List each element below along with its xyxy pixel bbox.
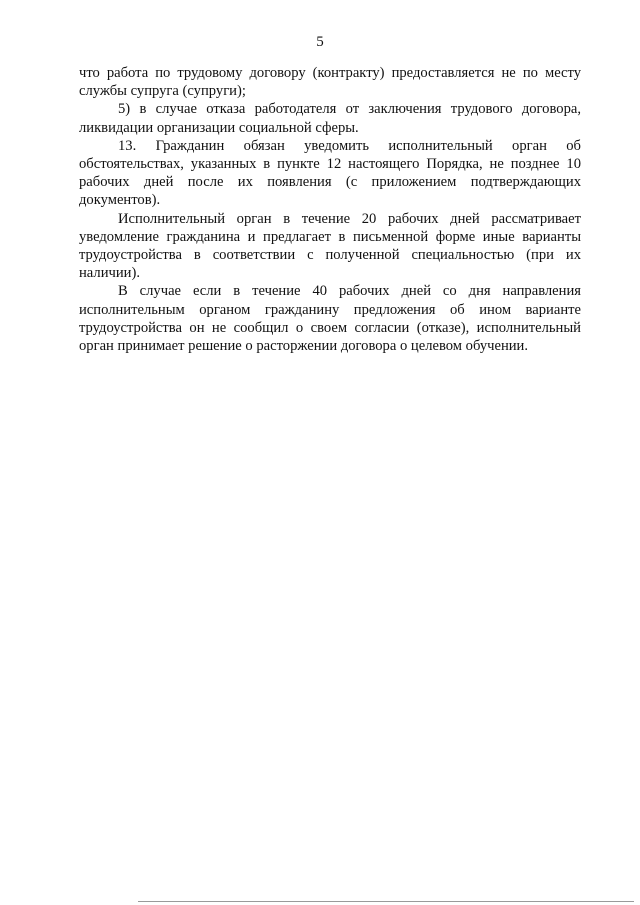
scan-edge-line (138, 901, 634, 902)
document-body (79, 64, 581, 355)
paragraph-item-5: 5) в случае отказа работодателя от заключения трудового договора, ликвидации организации социальной сферы. (79, 101, 581, 136)
page-number: 5 (316, 34, 324, 50)
paragraph-review-notice: Исполнительный орган в течение 20 рабочих дней рассматривает уведомление гражданина и предлагает в письменной форме иные варианты трудоустройства в соответствии с полученной специальностью (при их наличии). (79, 210, 581, 282)
paragraph-contract-termination: В случае если в течение 40 рабочих дней со дня направления исполнительным органом гражданину предложения об ином варианте трудоустройства он не сообщил о своем согласии (отказе), исполнительный орган принимает решение о расторжении договора о целевом обучении. (79, 283, 581, 355)
paragraph-continuation: что работа по трудовому договору (контракту) предоставляется не по месту службы супруга (супруги); (79, 65, 581, 100)
paragraph-clause-13: 13. Гражданин обязан уведомить исполнительный орган об обстоятельствах, указанных в пункте 12 настоящего Порядка, не позднее 10 рабочих дней после их появления (с приложением подтверждающих документов). (79, 137, 581, 209)
